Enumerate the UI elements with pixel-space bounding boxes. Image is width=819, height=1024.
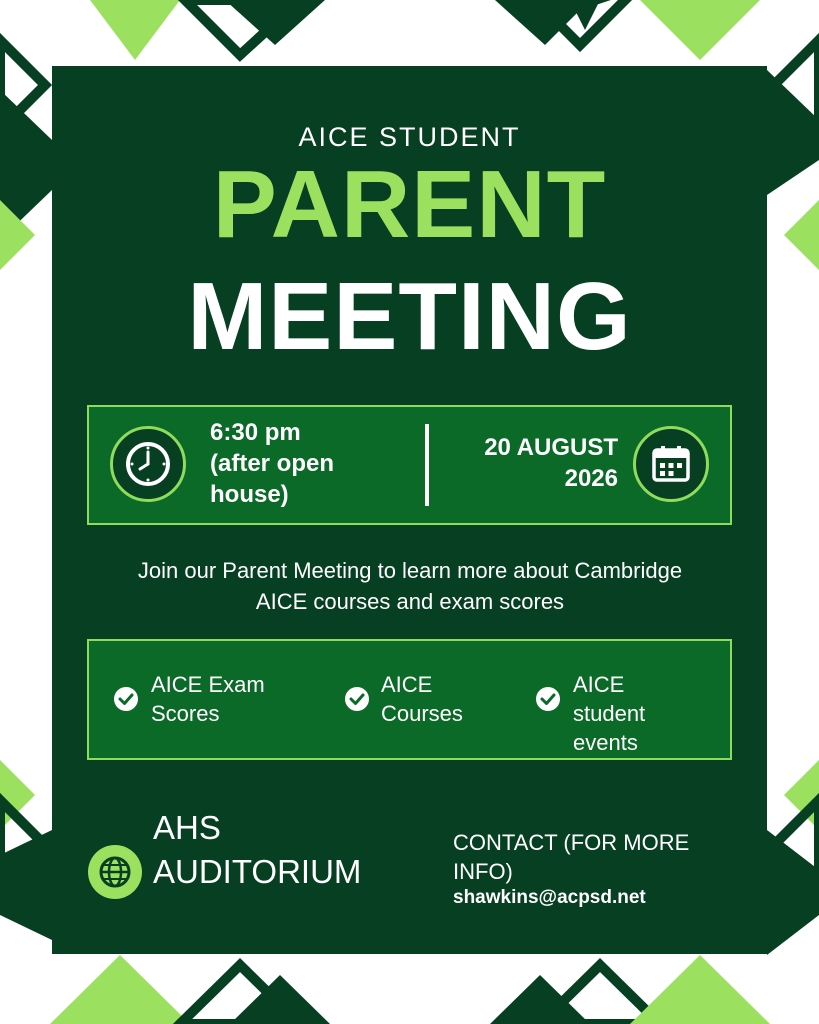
location-line2: AUDITORIUM	[153, 853, 362, 890]
event-title-line1: PARENT	[212, 151, 607, 258]
feature-line: AICE Exam	[151, 672, 265, 697]
description-line2: AICE courses and exam scores	[255, 589, 565, 614]
clock-icon	[110, 426, 186, 502]
date-line1: 20 AUGUST	[484, 434, 618, 461]
feature-item-exam-scores	[151, 670, 321, 728]
event-subtitle: AICE STUDENT	[298, 122, 521, 152]
time-line1: 6:30 pm	[210, 419, 301, 446]
globe-icon	[88, 845, 142, 899]
contact-email[interactable]: shawkins@acpsd.net	[453, 887, 646, 908]
event-title-line2: MEETING	[187, 263, 632, 370]
feature-item-courses	[381, 670, 521, 728]
feature-line: Courses	[381, 701, 463, 726]
date-line2: 2026	[564, 465, 618, 492]
info-divider	[425, 424, 429, 506]
check-icon	[113, 686, 139, 712]
event-location	[153, 806, 413, 894]
feature-line: AICE	[381, 672, 433, 697]
check-icon	[344, 686, 370, 712]
feature-line: events	[573, 730, 638, 755]
feature-line: student	[573, 701, 646, 726]
time-line2: (after open	[210, 450, 335, 477]
event-time	[210, 417, 410, 510]
location-line1: AHS	[153, 809, 221, 846]
description-line1: Join our Parent Meeting to learn more about Cambridge	[137, 558, 683, 583]
event-description	[60, 555, 760, 617]
event-date	[438, 432, 618, 494]
calendar-icon	[633, 426, 709, 502]
feature-line: AICE	[573, 672, 625, 697]
contact-line2: INFO)	[453, 859, 513, 884]
contact-line1: CONTACT (FOR MORE	[453, 830, 690, 855]
feature-line: Scores	[151, 701, 220, 726]
contact-label	[453, 828, 743, 886]
feature-item-student-events	[573, 670, 713, 757]
check-icon	[535, 686, 561, 712]
time-line3: house)	[210, 481, 289, 508]
